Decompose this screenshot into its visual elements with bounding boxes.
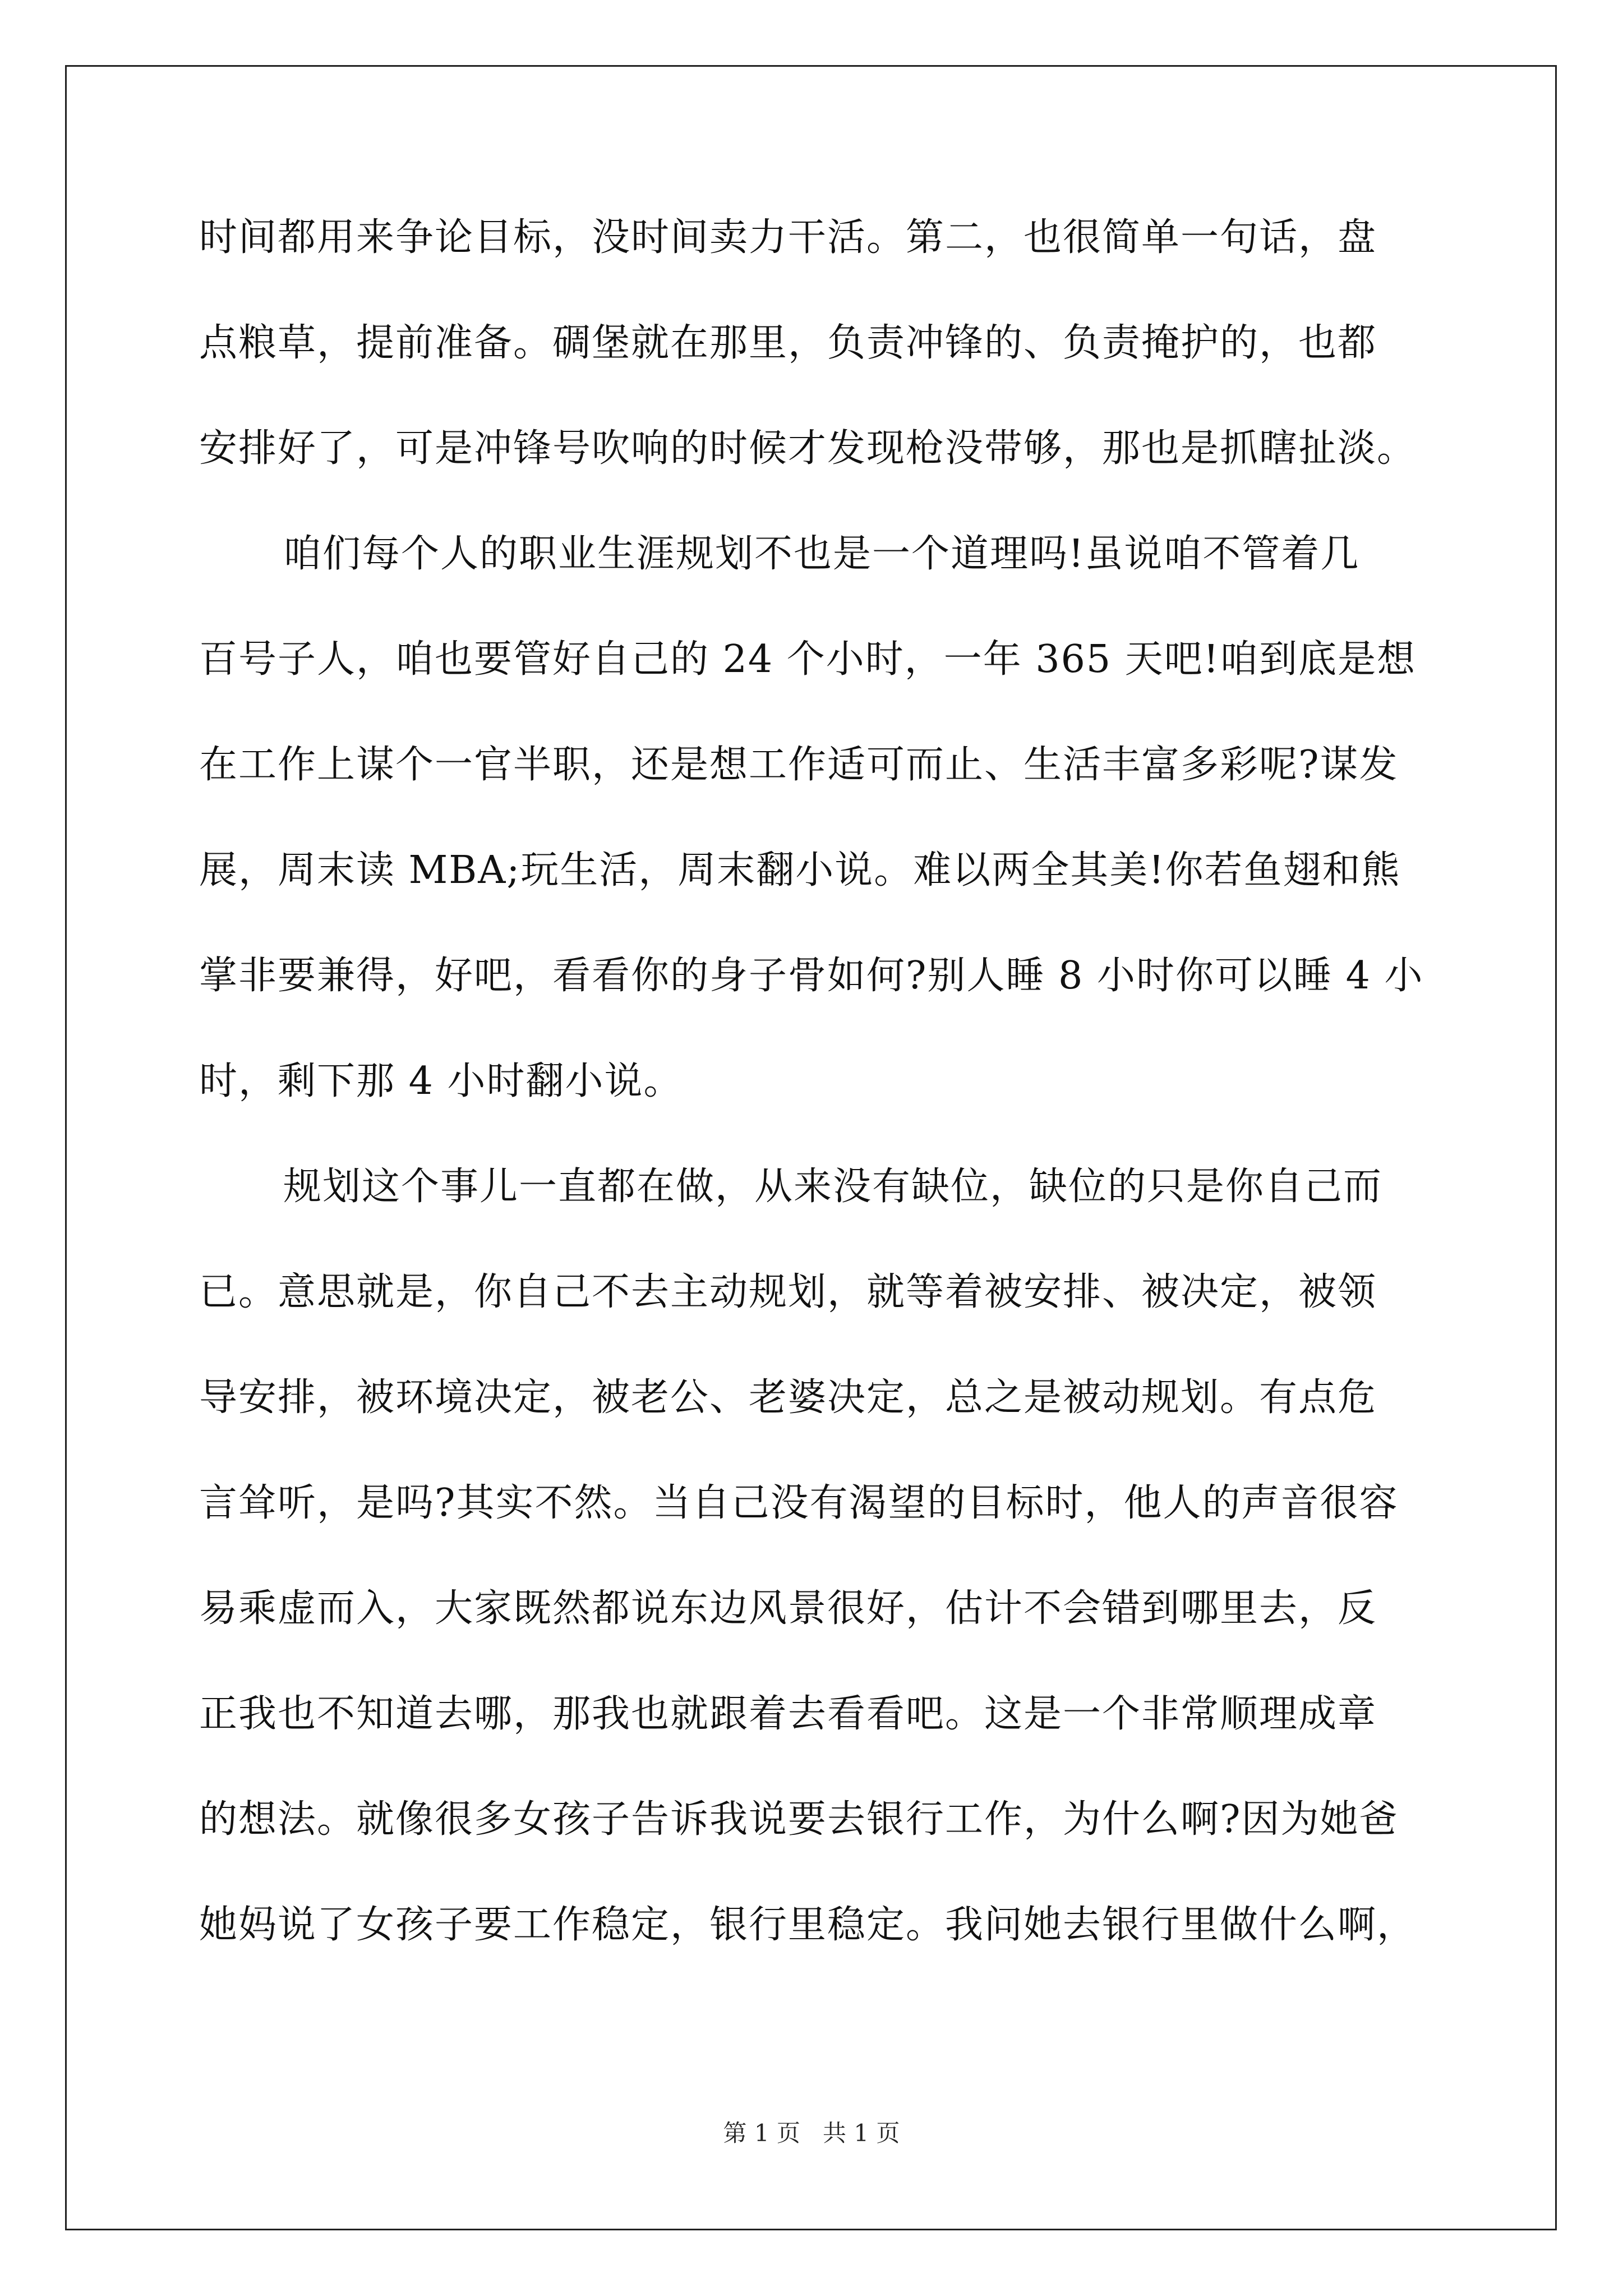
text-line: 已。意思就是，你自己不去主动规划，就等着被安排、被决定，被领 — [199, 1270, 1377, 1314]
paragraph-first-line: 咱们每个人的职业生涯规划不也是一个道理吗!虽说咱不管着几 — [283, 532, 1360, 576]
text-line: 时，剩下那 4 小时翻小说。 — [199, 1059, 683, 1103]
text-line: 点粮草，提前准备。碉堡就在那里，负责冲锋的、负责掩护的，也都 — [199, 321, 1377, 365]
page-number-footer: 第 1 页 共 1 页 — [723, 2119, 900, 2147]
text-line: 掌非要兼得，好吧，看看你的身子骨如何?别人睡 8 小时你可以睡 4 小 — [199, 954, 1424, 998]
text-line: 展，周末读 MBA;玩生活，周末翻小说。难以两全其美!你若鱼翅和熊 — [199, 848, 1401, 892]
text-line: 易乘虚而入，大家既然都说东边风景很好，估计不会错到哪里去，反 — [199, 1586, 1377, 1631]
paragraph-first-line: 规划这个事儿一直都在做，从来没有缺位，缺位的只是你自己而 — [283, 1165, 1383, 1209]
text-line: 在工作上谋个一官半职，还是想工作适可而止、生活丰富多彩呢?谋发 — [199, 743, 1399, 787]
text-line: 的想法。就像很多女孩子告诉我说要去银行工作，为什么啊?因为她爸 — [199, 1797, 1399, 1842]
text-line: 言耸听，是吗?其实不然。当自己没有渴望的目标时，他人的声音很容 — [199, 1481, 1399, 1525]
text-line: 安排好了，可是冲锋号吹响的时候才发现枪没带够，那也是抓瞎扯淡。 — [199, 426, 1417, 471]
document-body — [199, 215, 1433, 2012]
text-line: 正我也不知道去哪，那我也就跟着去看看吧。这是一个非常顺理成章 — [199, 1692, 1377, 1736]
text-line: 时间都用来争论目标，没时间卖力干活。第二，也很简单一句话，盘 — [199, 215, 1377, 260]
text-line: 她妈说了女孩子要工作稳定，银行里稳定。我问她去银行里做什么啊， — [199, 1903, 1417, 1947]
text-line: 百号子人，咱也要管好自己的 24 个小时，一年 365 天吧!咱到底是想 — [199, 637, 1417, 682]
text-line: 导安排，被环境决定，被老公、老婆决定，总之是被动规划。有点危 — [199, 1375, 1377, 1420]
